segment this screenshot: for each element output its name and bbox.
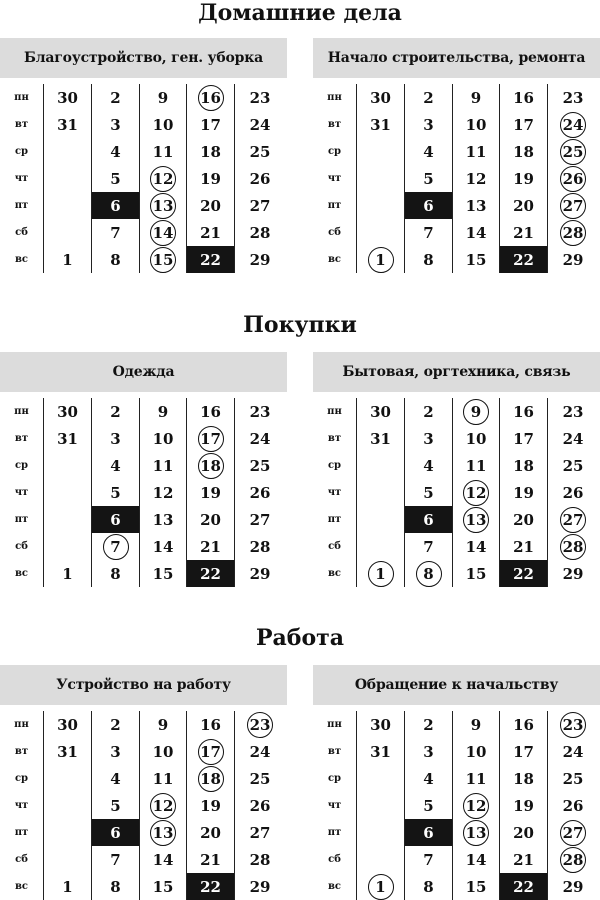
calendar-date: 27 [548, 819, 598, 846]
calendar-date: 1 [44, 560, 92, 587]
calendar-date: 31 [357, 738, 405, 765]
calendar-date: 28 [548, 846, 598, 873]
calendar-empty-cell [357, 165, 405, 192]
calendar-date: 19 [187, 479, 235, 506]
calendar-date: 30 [44, 398, 92, 425]
section-title-work: Работа [255, 625, 345, 651]
calendar-date: 18 [187, 452, 235, 479]
calendar-date: 21 [187, 219, 235, 246]
calendar-date: 8 [405, 873, 453, 900]
calendar-date: 16 [500, 711, 548, 738]
calendar-date: 3 [92, 425, 140, 452]
calendar-date: 3 [405, 111, 453, 138]
day-name-label: вс [313, 560, 357, 587]
calendar-date: 22 [500, 873, 548, 900]
calendar-date: 16 [187, 84, 235, 111]
calendar-date: 28 [249, 537, 271, 556]
calendar-boss-appeal [313, 665, 600, 900]
calendar-date: 21 [500, 533, 548, 560]
calendar-date: 29 [249, 250, 271, 269]
calendar-date: 14 [453, 533, 500, 560]
calendar-date: 28 [249, 223, 271, 242]
calendar-date: 19 [500, 165, 548, 192]
calendar-date: 13 [453, 506, 500, 533]
calendar-title: Начало строительства, ремонта [313, 38, 600, 78]
calendar-title: Благоустройство, ген. уборка [0, 38, 287, 78]
day-name-label: вт [313, 738, 357, 765]
calendar-title: Бытовая, оргтехника, связь [313, 352, 600, 392]
calendar-date: 12 [140, 792, 187, 819]
calendar-empty-cell [357, 138, 405, 165]
day-name-label: чт [0, 792, 44, 819]
calendar-date: 29 [562, 250, 584, 269]
calendar-date: 10 [453, 425, 500, 452]
day-name-label: ср [313, 765, 357, 792]
calendar-empty-cell [44, 506, 92, 533]
calendar-date: 24 [562, 429, 584, 448]
calendar-date: 28 [249, 850, 271, 869]
calendar-date: 3 [92, 111, 140, 138]
day-name-label: чт [313, 165, 357, 192]
calendar-date: 22 [187, 560, 235, 587]
calendar-date: 24 [249, 115, 271, 134]
calendar-date: 27 [249, 510, 271, 529]
calendar-date: 7 [405, 533, 453, 560]
day-name-label: сб [313, 846, 357, 873]
calendar-date: 9 [453, 711, 500, 738]
calendar-date: 11 [140, 138, 187, 165]
calendar-date: 13 [140, 192, 187, 219]
calendar-date: 23 [562, 88, 584, 107]
day-name-label: сб [313, 219, 357, 246]
day-name-label: чт [313, 792, 357, 819]
calendar-date: 23 [249, 88, 271, 107]
calendar-empty-cell [357, 479, 405, 506]
calendar-date: 16 [500, 398, 548, 425]
calendar-date: 18 [500, 138, 548, 165]
calendar-date: 2 [405, 84, 453, 111]
calendar-date: 30 [357, 84, 405, 111]
day-name-label: сб [0, 219, 44, 246]
calendar-date: 20 [187, 192, 235, 219]
day-name-label: пт [313, 506, 357, 533]
calendar-date: 3 [92, 738, 140, 765]
calendar-date: 14 [453, 219, 500, 246]
calendar-date: 21 [500, 846, 548, 873]
day-name-label: пн [0, 711, 44, 738]
calendar-date: 18 [187, 765, 235, 792]
calendar-date: 1 [44, 873, 92, 900]
calendar-date: 30 [357, 398, 405, 425]
day-name-label: пт [0, 192, 44, 219]
calendar-date: 19 [500, 479, 548, 506]
day-name-label: пн [313, 398, 357, 425]
calendar-date: 12 [453, 479, 500, 506]
calendar-date: 5 [92, 479, 140, 506]
calendar-date: 29 [249, 877, 271, 896]
calendar-date: 26 [249, 483, 271, 502]
day-name-label: ср [313, 452, 357, 479]
calendar-date: 22 [187, 873, 235, 900]
day-name-label: вс [0, 246, 44, 273]
calendar-date: 8 [92, 560, 140, 587]
day-name-label: пн [313, 84, 357, 111]
calendar-grid [0, 398, 287, 587]
calendar-date: 11 [453, 138, 500, 165]
calendar-date: 4 [92, 138, 140, 165]
calendar-date: 17 [187, 738, 235, 765]
calendar-date: 17 [500, 738, 548, 765]
calendar-date: 7 [405, 846, 453, 873]
calendar-empty-cell [357, 792, 405, 819]
calendar-date: 16 [500, 84, 548, 111]
calendar-date: 5 [92, 792, 140, 819]
calendar-date: 5 [92, 165, 140, 192]
calendar-empty-cell [357, 846, 405, 873]
calendar-date: 27 [548, 192, 598, 219]
calendar-date: 14 [453, 846, 500, 873]
calendar-appliances [313, 352, 600, 587]
calendar-title: Одежда [0, 352, 287, 392]
calendar-date: 5 [405, 479, 453, 506]
calendar-empty-cell [44, 479, 92, 506]
calendar-date: 27 [249, 196, 271, 215]
calendar-date: 24 [562, 742, 584, 761]
day-name-label: ср [0, 452, 44, 479]
calendar-date: 31 [44, 738, 92, 765]
calendar-date: 8 [405, 246, 453, 273]
calendar-date: 18 [500, 765, 548, 792]
day-name-label: сб [0, 533, 44, 560]
calendar-date: 22 [500, 246, 548, 273]
calendar-date: 15 [140, 246, 187, 273]
calendar-date: 7 [405, 219, 453, 246]
calendar-date: 25 [249, 456, 271, 475]
calendar-empty-cell [44, 138, 92, 165]
day-name-label: сб [313, 533, 357, 560]
calendar-date: 1 [357, 873, 405, 900]
calendar-date: 21 [187, 846, 235, 873]
calendar-date: 1 [357, 560, 405, 587]
calendar-date: 5 [405, 165, 453, 192]
calendar-construction-start [313, 38, 600, 273]
calendar-home-improvement [0, 38, 287, 273]
calendar-date: 6 [92, 192, 140, 219]
calendar-date: 6 [405, 506, 453, 533]
calendar-date: 4 [405, 138, 453, 165]
calendar-date: 15 [453, 873, 500, 900]
calendar-date: 9 [453, 398, 500, 425]
calendar-date: 7 [92, 219, 140, 246]
calendar-empty-cell [357, 765, 405, 792]
calendar-date: 14 [140, 846, 187, 873]
calendar-date: 25 [249, 142, 271, 161]
section-title-home: Домашние дела [198, 0, 402, 26]
calendar-date: 18 [187, 138, 235, 165]
calendar-date: 16 [187, 398, 235, 425]
calendar-date: 14 [140, 533, 187, 560]
calendar-date: 17 [187, 111, 235, 138]
day-name-label: ср [0, 765, 44, 792]
calendar-empty-cell [44, 819, 92, 846]
calendar-date: 27 [249, 823, 271, 842]
calendar-date: 2 [92, 711, 140, 738]
calendar-date: 4 [405, 452, 453, 479]
calendar-date: 18 [500, 452, 548, 479]
calendar-date: 29 [562, 564, 584, 583]
calendar-date: 19 [187, 165, 235, 192]
calendar-date: 13 [140, 819, 187, 846]
calendar-date: 3 [405, 425, 453, 452]
calendar-empty-cell [357, 192, 405, 219]
calendar-date: 19 [187, 792, 235, 819]
calendar-date: 11 [453, 452, 500, 479]
calendar-date: 5 [405, 792, 453, 819]
calendar-date: 23 [548, 711, 598, 738]
day-name-label: пн [0, 84, 44, 111]
calendar-date: 20 [500, 192, 548, 219]
calendar-date: 2 [405, 711, 453, 738]
section-title-shopping: Покупки [243, 312, 357, 338]
calendar-empty-cell [44, 792, 92, 819]
calendar-date: 24 [548, 111, 598, 138]
calendar-date: 26 [562, 483, 584, 502]
calendar-date: 26 [249, 169, 271, 188]
calendar-empty-cell [357, 506, 405, 533]
calendar-date: 8 [92, 246, 140, 273]
calendar-date: 25 [562, 456, 584, 475]
calendar-grid [0, 84, 287, 273]
day-name-label: пн [0, 398, 44, 425]
calendar-date: 31 [44, 425, 92, 452]
calendar-date: 12 [140, 165, 187, 192]
calendar-date: 1 [44, 246, 92, 273]
calendar-date: 12 [453, 792, 500, 819]
day-name-label: вс [0, 873, 44, 900]
calendar-grid [313, 711, 600, 900]
calendar-date: 9 [140, 84, 187, 111]
calendar-date: 11 [453, 765, 500, 792]
calendar-date: 11 [140, 765, 187, 792]
calendar-date: 21 [500, 219, 548, 246]
day-name-label: вт [0, 738, 44, 765]
calendar-date: 9 [453, 84, 500, 111]
calendar-date: 26 [249, 796, 271, 815]
calendar-job-start [0, 665, 287, 900]
calendar-date: 19 [500, 792, 548, 819]
calendar-date: 25 [548, 138, 598, 165]
day-name-label: ср [313, 138, 357, 165]
calendar-date: 4 [405, 765, 453, 792]
calendar-date: 31 [357, 111, 405, 138]
day-name-label: чт [0, 479, 44, 506]
calendar-date: 26 [548, 165, 598, 192]
day-name-label: вт [0, 111, 44, 138]
calendar-grid [0, 711, 287, 900]
day-name-label: пт [313, 819, 357, 846]
calendar-date: 23 [249, 402, 271, 421]
calendar-date: 26 [562, 796, 584, 815]
calendar-empty-cell [44, 165, 92, 192]
calendar-empty-cell [357, 533, 405, 560]
calendar-date: 9 [140, 398, 187, 425]
calendar-date: 15 [453, 246, 500, 273]
calendar-date: 4 [92, 452, 140, 479]
day-name-label: вс [313, 873, 357, 900]
calendar-date: 7 [92, 533, 140, 560]
calendar-date: 11 [140, 452, 187, 479]
calendar-clothing [0, 352, 287, 587]
calendar-date: 3 [405, 738, 453, 765]
day-name-label: чт [313, 479, 357, 506]
calendar-date: 10 [140, 425, 187, 452]
calendar-date: 4 [92, 765, 140, 792]
calendar-date: 20 [500, 506, 548, 533]
calendar-date: 29 [249, 564, 271, 583]
calendar-empty-cell [357, 452, 405, 479]
calendar-date: 25 [562, 769, 584, 788]
calendar-date: 31 [44, 111, 92, 138]
calendar-date: 30 [44, 711, 92, 738]
calendar-date: 6 [405, 819, 453, 846]
calendar-date: 30 [44, 84, 92, 111]
day-name-label: ср [0, 138, 44, 165]
calendar-date: 28 [548, 533, 598, 560]
calendar-date: 31 [357, 425, 405, 452]
calendar-date: 23 [235, 711, 285, 738]
calendar-date: 16 [187, 711, 235, 738]
calendar-date: 29 [562, 877, 584, 896]
calendar-date: 15 [140, 873, 187, 900]
calendar-date: 22 [187, 246, 235, 273]
calendar-date: 17 [500, 425, 548, 452]
calendar-date: 24 [249, 742, 271, 761]
calendar-empty-cell [357, 819, 405, 846]
calendar-date: 10 [453, 111, 500, 138]
calendar-date: 10 [140, 738, 187, 765]
calendar-date: 7 [92, 846, 140, 873]
calendar-date: 2 [92, 398, 140, 425]
day-name-label: пт [0, 506, 44, 533]
calendar-empty-cell [44, 219, 92, 246]
calendar-date: 15 [453, 560, 500, 587]
day-name-label: пт [0, 819, 44, 846]
calendar-date: 25 [249, 769, 271, 788]
calendar-date: 2 [405, 398, 453, 425]
day-name-label: вс [313, 246, 357, 273]
calendar-date: 8 [92, 873, 140, 900]
calendar-date: 15 [140, 560, 187, 587]
calendar-date: 6 [92, 819, 140, 846]
calendar-date: 22 [500, 560, 548, 587]
calendar-date: 12 [140, 479, 187, 506]
day-name-label: вт [0, 425, 44, 452]
calendar-date: 20 [187, 506, 235, 533]
calendar-date: 30 [357, 711, 405, 738]
day-name-label: сб [0, 846, 44, 873]
calendar-grid [313, 84, 600, 273]
calendar-date: 2 [92, 84, 140, 111]
calendar-date: 24 [249, 429, 271, 448]
calendar-date: 8 [405, 560, 453, 587]
calendar-date: 20 [187, 819, 235, 846]
day-name-label: вт [313, 111, 357, 138]
calendar-date: 17 [500, 111, 548, 138]
calendar-date: 20 [500, 819, 548, 846]
day-name-label: пн [313, 711, 357, 738]
day-name-label: вт [313, 425, 357, 452]
calendar-empty-cell [44, 533, 92, 560]
calendar-title: Устройство на работу [0, 665, 287, 705]
calendar-date: 27 [548, 506, 598, 533]
calendar-date: 6 [92, 506, 140, 533]
calendar-title: Обращение к начальству [313, 665, 600, 705]
calendar-empty-cell [44, 846, 92, 873]
calendar-date: 10 [140, 111, 187, 138]
calendar-empty-cell [44, 192, 92, 219]
calendar-grid [313, 398, 600, 587]
calendar-date: 13 [453, 192, 500, 219]
day-name-label: вс [0, 560, 44, 587]
calendar-date: 10 [453, 738, 500, 765]
calendar-empty-cell [44, 452, 92, 479]
calendar-date: 14 [140, 219, 187, 246]
calendar-date: 12 [453, 165, 500, 192]
calendar-date: 23 [562, 402, 584, 421]
calendar-date: 1 [357, 246, 405, 273]
calendar-date: 28 [548, 219, 598, 246]
calendar-date: 13 [140, 506, 187, 533]
calendar-empty-cell [357, 219, 405, 246]
calendar-date: 21 [187, 533, 235, 560]
calendar-date: 17 [187, 425, 235, 452]
day-name-label: чт [0, 165, 44, 192]
day-name-label: пт [313, 192, 357, 219]
calendar-empty-cell [44, 765, 92, 792]
calendar-date: 13 [453, 819, 500, 846]
calendar-date: 9 [140, 711, 187, 738]
calendar-date: 6 [405, 192, 453, 219]
